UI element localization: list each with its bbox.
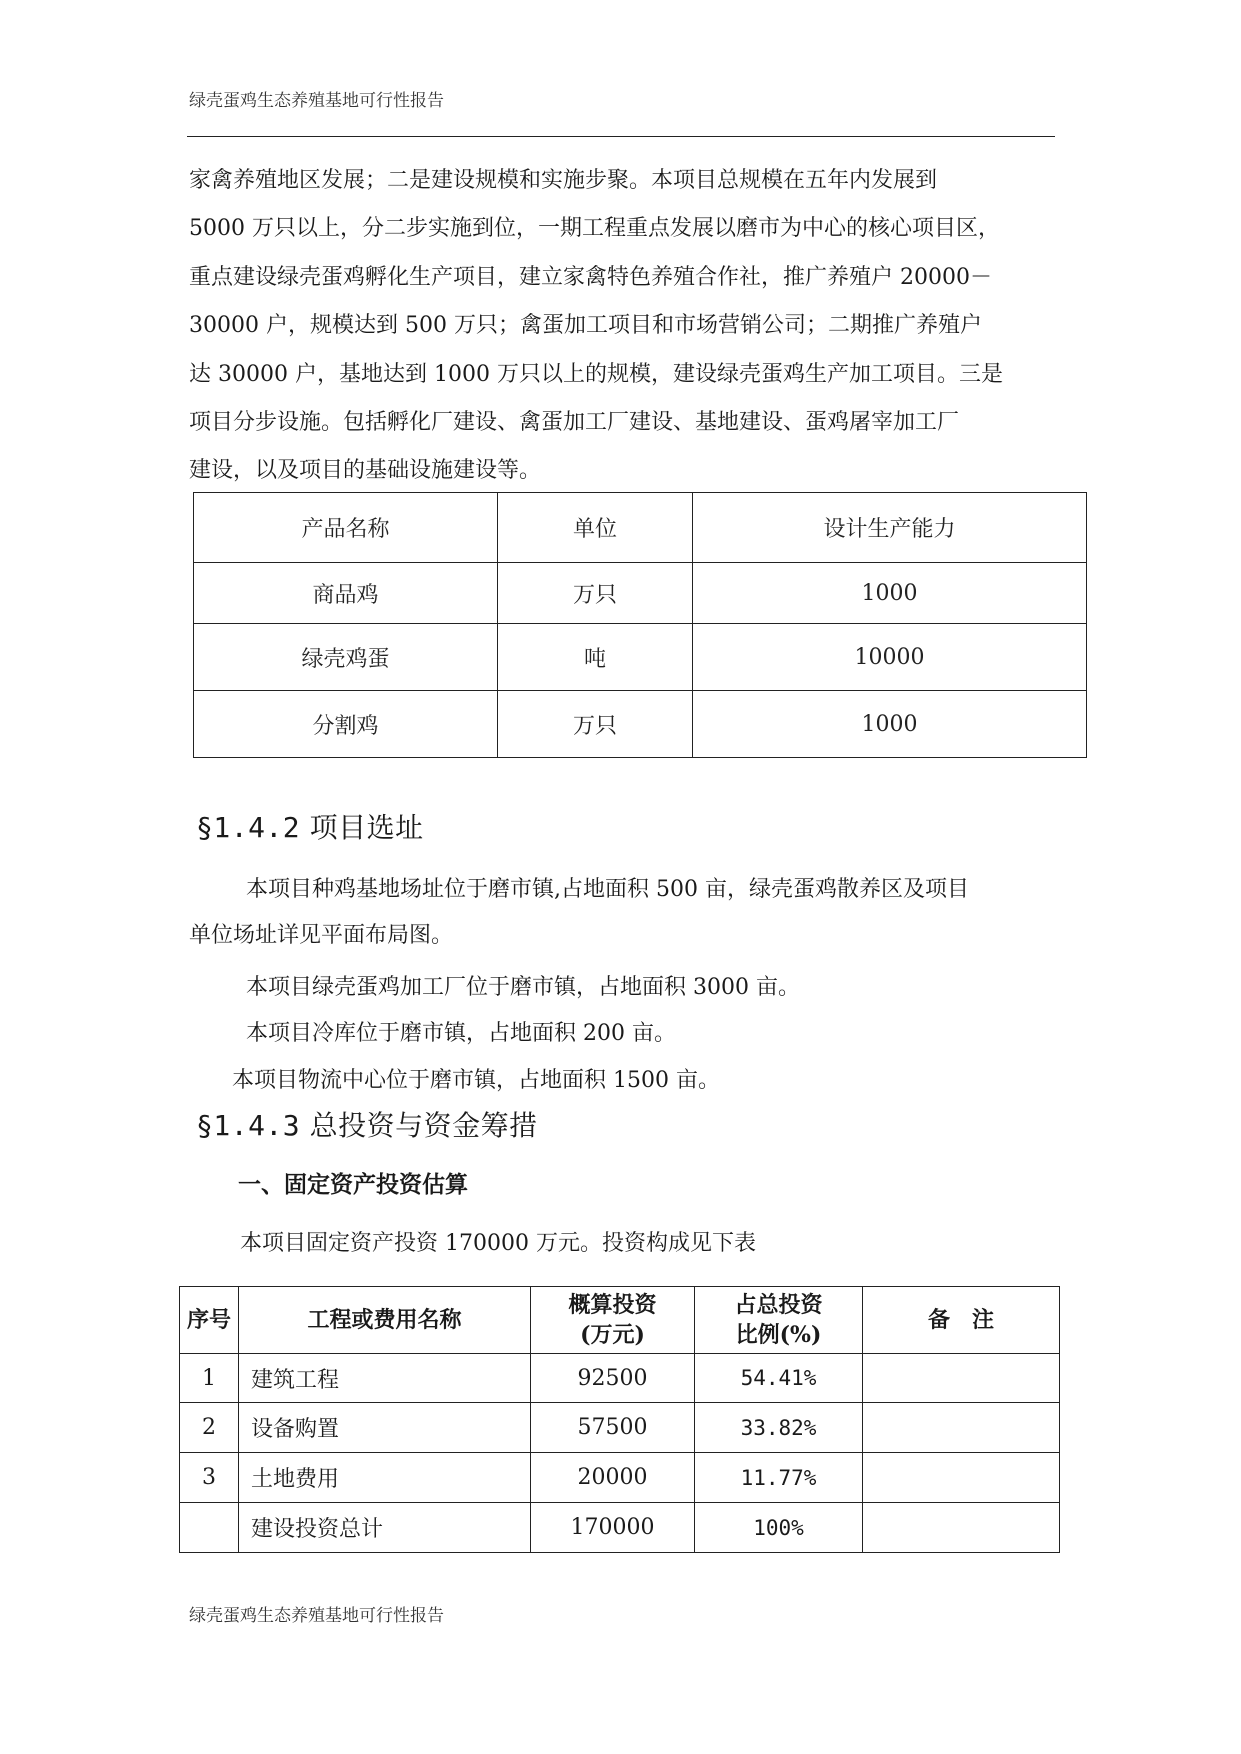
note-cell [863, 1453, 1060, 1503]
amount-cell: 20000 [531, 1453, 695, 1503]
table-cell: 1000 [693, 691, 1087, 758]
table-total-row [180, 1503, 1060, 1553]
table-cell: 吨 [498, 624, 693, 691]
header-divider [187, 136, 1055, 137]
amount-cell: 92500 [531, 1354, 695, 1403]
intro-paragraph [189, 157, 1069, 496]
table-cell: 万只 [498, 563, 693, 624]
note-cell [863, 1403, 1060, 1453]
section-number: 1.4.3 [213, 1109, 301, 1142]
intro-line: 重点建设绿壳蛋鸡孵化生产项目，建立家禽特色养殖合作社，推广养殖户 20000－ [189, 264, 992, 290]
amount-cell: 57500 [531, 1403, 695, 1453]
amount-cell: 170000 [531, 1503, 695, 1553]
note-cell [863, 1503, 1060, 1553]
intro-line: 达 30000 户，基地达到 1000 万只以上的规模，建设绿壳蛋鸡生产加工项目。三是 [189, 361, 1003, 387]
note-cell [863, 1354, 1060, 1403]
table-cell: 分割鸡 [194, 691, 498, 758]
item-name: 建设投资总计 [239, 1503, 531, 1553]
intro-line: 项目分步设施。包括孵化厂建设、禽蛋加工厂建设、基地建设、蛋鸡屠宰加工厂 [189, 410, 960, 436]
row-number: 1 [180, 1354, 239, 1403]
page-footer: 绿壳蛋鸡生态养殖基地可行性报告 [189, 1606, 444, 1626]
location-line: 本项目种鸡基地场址位于磨市镇,占地面积 500 亩，绿壳蛋鸡散养区及项目 [246, 877, 969, 902]
item-name: 设备购置 [239, 1403, 531, 1453]
section-heading [196, 1104, 538, 1144]
table-cell: 1000 [693, 563, 1087, 624]
investment-intro: 本项目固定资产投资 170000 万元。投资构成见下表 [240, 1231, 756, 1256]
location-line: 本项目冷库位于磨市镇，占地面积 200 亩。 [246, 1021, 676, 1046]
intro-line: 家禽养殖地区发展；二是建设规模和实施步聚。本项目总规模在五年内发展到 [189, 168, 938, 193]
column-header: 概算投资 (万元) [531, 1287, 695, 1354]
intro-line: 5000 万只以上，分二步实施到位，一期工程重点发展以磨市为中心的核心项目区， [189, 216, 1000, 242]
intro-line: 建设，以及项目的基础设施建设等。 [189, 458, 542, 484]
section-title: 项目选址 [309, 811, 424, 844]
subsection-title: 一、固定资产投资估算 [238, 1171, 468, 1198]
percent-cell: 33.82% [695, 1403, 863, 1453]
table-row [194, 691, 1087, 758]
table-cell: 万只 [498, 691, 693, 758]
capacity-table [193, 492, 1087, 758]
location-line: 单位场址详见平面布局图。 [189, 923, 454, 948]
table-header-row [180, 1287, 1060, 1354]
section-heading [196, 806, 424, 846]
column-header: 占总投资 比例(%) [695, 1287, 863, 1354]
percent-cell: 11.77% [695, 1453, 863, 1503]
table-row [180, 1453, 1060, 1503]
table-row [180, 1354, 1060, 1403]
row-number: 3 [180, 1453, 239, 1503]
column-header: 序号 [180, 1287, 239, 1354]
intro-line: 30000 户，规模达到 500 万只；禽蛋加工项目和市场营销公司；二期推广养殖户 [189, 313, 982, 339]
table-header-row [194, 493, 1087, 563]
row-number [180, 1503, 239, 1553]
table-row [180, 1403, 1060, 1453]
column-header: 产品名称 [194, 493, 498, 563]
section-symbol: § [196, 1109, 214, 1142]
section-number: 1.4.2 [213, 811, 301, 844]
column-header: 工程或费用名称 [239, 1287, 531, 1354]
table-cell: 10000 [693, 624, 1087, 691]
item-name: 土地费用 [239, 1453, 531, 1503]
column-header: 备 注 [863, 1287, 1060, 1354]
table-cell: 绿壳鸡蛋 [194, 624, 498, 691]
percent-cell: 54.41% [695, 1354, 863, 1403]
investment-table [179, 1286, 1060, 1553]
row-number: 2 [180, 1403, 239, 1453]
location-line: 本项目物流中心位于磨市镇，占地面积 1500 亩。 [232, 1068, 720, 1093]
column-header: 设计生产能力 [693, 493, 1087, 563]
percent-cell: 100% [695, 1503, 863, 1553]
section-title: 总投资与资金筹措 [309, 1109, 538, 1142]
section-symbol: § [196, 811, 214, 844]
table-cell: 商品鸡 [194, 563, 498, 624]
table-row [194, 624, 1087, 691]
location-line: 本项目绿壳蛋鸡加工厂位于磨市镇，占地面积 3000 亩。 [246, 975, 800, 1000]
column-header: 单位 [498, 493, 693, 563]
table-row [194, 563, 1087, 624]
item-name: 建筑工程 [239, 1354, 531, 1403]
page-header: 绿壳蛋鸡生态养殖基地可行性报告 [189, 91, 444, 111]
